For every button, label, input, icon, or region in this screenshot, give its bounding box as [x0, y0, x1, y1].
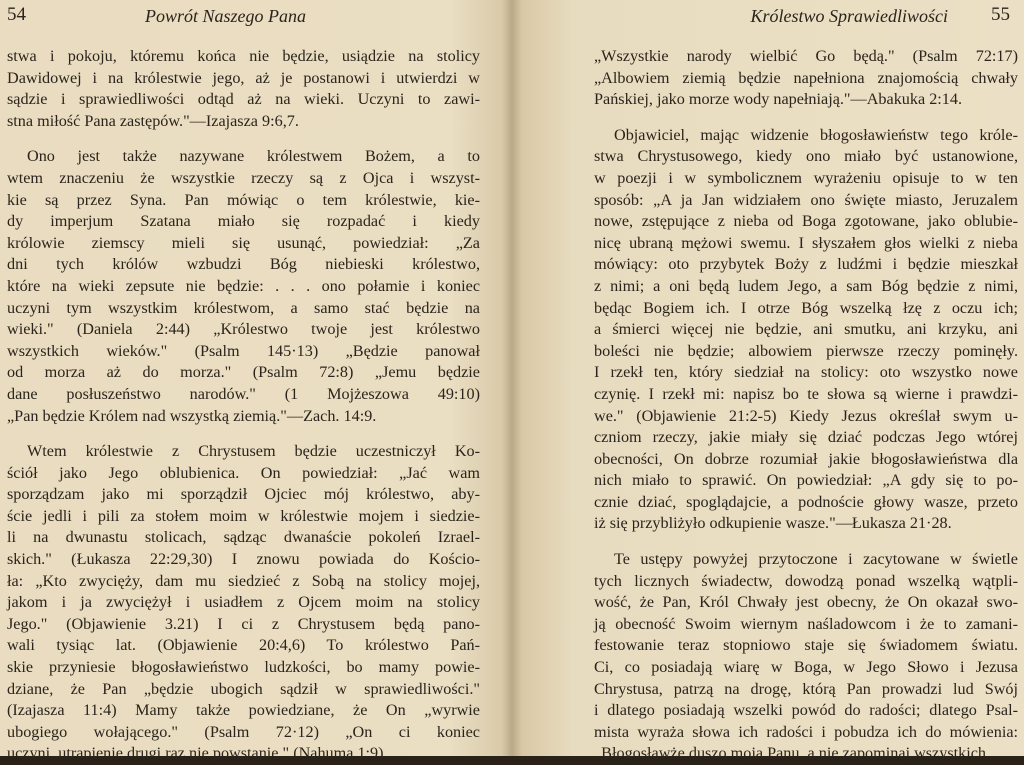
text-line: we." (Objawienie 21:2-5) Kiedy Jezus określał swym u- — [594, 406, 1018, 425]
text-line: Ci, co posiadają wiarę w Boga, w Jego Słowo i Jezusa — [594, 658, 1018, 677]
text-line: „Błogosławże duszo moja Panu, a nie zapominaj wszystkich — [594, 744, 987, 763]
paragraph — [594, 125, 1018, 535]
text-line: „Pan będzie Królem nad wszystką ziemią."—Zach. 14:9. — [7, 406, 377, 425]
text-line: sposób: „A ja Jan widziałem ono święte miasto, Jeruzalem — [594, 190, 1018, 209]
text-line: jakom i ja zwyciężył i usiadłem z Ojcem moim na stolicy — [7, 593, 480, 612]
text-line: ściół jako Jego oblubienica. On powiedział: „Jać wam — [7, 463, 480, 482]
text-line: Jego." (Objawienie 3.21) I ci z Chrystusem będą pano- — [7, 614, 480, 633]
text-line: stwa i pokoju, któremu końca nie będzie, usiądzie na stolicy — [7, 47, 480, 65]
text-line: wali tysiąc lat. (Objawienie 20:4,6) To królestwo Pań- — [7, 636, 480, 655]
left-page-number: 54 — [7, 4, 26, 25]
text-line: mista wyraża słowa ich radości i pobudza ich do mówienia: — [594, 722, 1018, 741]
text-line: uczyni tym wszystkim królestwom, a samo stać będzie na — [7, 298, 480, 317]
text-line: nicę ubraną mężowi swemu. I słyszałem głos wielki z nieba — [594, 233, 1018, 252]
text-line: Dawidowej i na królestwie jego, aż je postanowi i utwierdzi w — [7, 68, 480, 87]
right-page-number: 55 — [991, 4, 1010, 25]
text-line: „Albowiem ziemią będzie napełniona znajomością chwały — [594, 68, 1018, 87]
left-page — [0, 0, 512, 763]
paragraph — [7, 146, 480, 427]
text-line: a śmierci więcej nie będzie, ani smutku, ani krzyku, ani — [594, 320, 1018, 339]
text-line: od morza aż do morza." (Psalm 72:8) „Jemu będzie — [7, 363, 480, 382]
text-line: Chrystusa, patrzą na drogę, którą Pan prowadzi lud Swój — [594, 679, 1018, 698]
text-line: dziane, że Pan „będzie ubogich sądził w sprawiedliwości." — [7, 679, 480, 698]
text-line: sądzie i sprawiedliwości odtąd aż na wieki. Uczyni to zawi- — [7, 90, 480, 109]
text-line: cznie dziać, spoglądajcie, a podnoście głowy wasze, przeto — [594, 492, 1018, 511]
right-page-body — [594, 46, 1018, 765]
text-line: z nimi; a oni będą ludem Jego, a sam Bóg będzie z nimi, — [594, 276, 1018, 295]
text-line: dy imperjum Szatana miało się rozpadać i kiedy — [7, 212, 480, 231]
text-line: wtem znaczeniu że wszystkie rzeczy są z Ojca i wszyst- — [7, 168, 480, 187]
paragraph — [594, 46, 1018, 111]
paragraph — [594, 549, 1018, 765]
text-line: będąc Bogiem ich. I otrze Bóg wszelką łzę z oczu ich; — [594, 298, 1018, 317]
text-line: kie są przez Syna. Pan mówiąc o tem królestwie, kie- — [7, 190, 480, 209]
text-line: wieki." (Daniela 2:44) „Królestwo twoje jest królestwo — [7, 320, 480, 339]
text-line: sporządzam jako mi sporządził Ojciec mój królestwo, aby- — [7, 485, 480, 504]
right-running-title: Królestwo Sprawiedliwości — [750, 6, 948, 26]
text-line: obecności, On dobrze rozumiał jakie błogosławieństwa dla — [594, 449, 1018, 468]
text-line: skie przyniesie błogosławieństwo ludzkości, bo mamy powie- — [7, 658, 480, 677]
text-line: uczyni, utrapienie drugi raz nie powstanie." (Nahuma 1:9) — [7, 744, 384, 763]
text-line: ją obecność Swoim wiernym naśladowcom i że to zamani- — [594, 614, 1018, 633]
text-line: dane posłuszeństwo narodów." (1 Mojżeszowa 49:10) — [7, 384, 480, 403]
text-line: ła: „Kto zwycięży, dam mu siedzieć z Sobą na stolicy mojej, — [7, 571, 480, 590]
text-line: festowanie teraz stopniowo staje się świadomem światu. — [594, 636, 1018, 655]
text-line: wszystkich wieków." (Psalm 145·13) „Będzie panował — [7, 341, 480, 360]
text-line: czniom rzeczy, jakie miały się dziać podczas Jego wtórej — [594, 428, 1018, 447]
text-line: stwa Chrystusowego, kiedy ono miało być ustanowione, — [594, 147, 1018, 166]
text-line: „Wszystkie narody wielbić Go będą." (Psalm 72:17) — [594, 47, 1018, 65]
text-line: nowe, zstępujące z nieba od Boga zgotowane, jako oblubie- — [594, 212, 1018, 231]
text-line: wość, że Pan, Król Chwały jest obecny, że On okazał swo- — [594, 593, 1018, 612]
text-line: ubogiego wołającego." (Psalm 72·12) „On ci koniec — [7, 722, 480, 741]
text-line: dni tych królów wzbudzi Bóg niebieski królestwo, — [7, 255, 480, 274]
text-line: i dlatego posiadają wszelki powód do radości; dlatego Psal- — [594, 701, 1018, 720]
text-line: boleści nie będzie; albowiem pierwsze rzeczy pominęły. — [594, 341, 1018, 360]
text-line: tych licznych świadectw, dowodzą ponad wszelką wątpli- — [594, 571, 1018, 590]
text-line: I rzekł ten, który siedział na stolicy: oto wszystko nowe — [594, 363, 1018, 382]
text-line: (Izajasza 11:4) Mamy także powiedziane, że On „wyrwie — [7, 701, 480, 720]
text-line: iż się przybliżyło odkupienie wasze."—Łukasza 21·28. — [594, 514, 952, 533]
text-line: Pańskiej, jako morze wody napełniają."—Abakuka 2:14. — [594, 90, 963, 109]
text-line: stna miłość Pana zastępów."—Izajasza 9:6,7. — [7, 111, 299, 130]
paragraph — [7, 46, 480, 132]
text-line: królowie ziemscy mieli się usunąć, powiedział: „Za — [7, 233, 480, 252]
right-page-header — [594, 4, 1018, 30]
text-line: w poezji i w symbolicznem wyrażeniu opisuje to w ten — [594, 168, 1018, 187]
text-line: Te ustępy powyżej przytoczone i zacytowane w świetle — [614, 550, 1018, 569]
paragraph — [7, 441, 480, 765]
right-page — [512, 0, 1024, 763]
left-page-header — [7, 4, 480, 30]
text-line: które na wieki zepsute nie będzie: . . . ono połamie i koniec — [7, 276, 480, 295]
left-running-title: Powrót Naszego Pana — [145, 6, 307, 26]
text-line: nich miało to sprawić. On powiedział: „A gdy się to po- — [594, 471, 1018, 490]
text-line: ście jedli i pili za stołem moim w królestwie mojem i siedzie- — [7, 506, 480, 525]
left-page-body — [7, 46, 480, 765]
text-line: mówiący: oto przybytek Boży z ludźmi i będzie mieszkał — [594, 255, 1018, 274]
text-line: Wtem królestwie z Chrystusem będzie uczestniczył Ko- — [27, 442, 480, 461]
text-line: czynię. I rzekł mi: napisz bo te słowa są wierne i prawdzi- — [594, 384, 1018, 403]
text-line: Ono jest także nazywane królestwem Bożem, a to — [27, 147, 480, 166]
text-line: li na dwunastu stolicach, sądząc dwanaście pokoleń Izrael- — [7, 528, 480, 547]
text-line: skich." (Łukasza 22:29,30) I znowu powiada do Kościo- — [7, 550, 480, 569]
text-line: Objawiciel, mając widzenie błogosławieństw tego króle- — [614, 125, 1018, 144]
